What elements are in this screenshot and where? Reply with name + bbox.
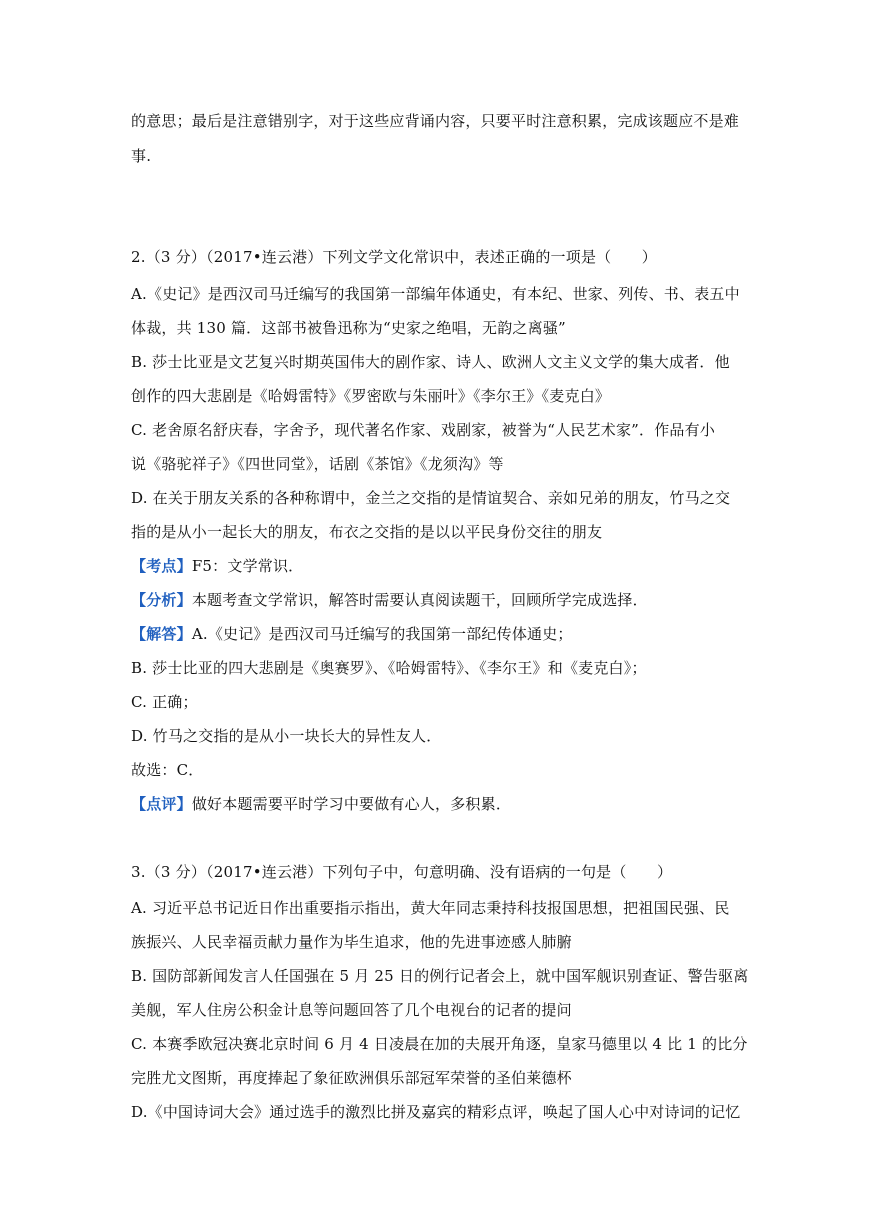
question-2-option-a-line-1: A.《史记》是西汉司马迁编写的我国第一部编年体通史，有本纪、世家、列传、书、表五中 — [131, 285, 740, 303]
jieda-line — [131, 624, 573, 644]
question-3-option-d-line-1: D.《中国诗词大会》通过选手的激烈比拼及嘉宾的精彩点评，唤起了国人心中对诗词的记忆 — [131, 1103, 741, 1121]
question-3-option-b-line-1: B. 国防部新闻发言人任国强在 5 月 25 日的例行记者会上，就中国军舰识别查证、警告驱离 — [131, 967, 749, 985]
question-3-option-b-line-2: 美舰，军人住房公积金计息等问题回答了几个电视台的记者的提问 — [131, 1001, 572, 1019]
jieda-text: A.《史记》是西汉司马迁编写的我国第一部纪传体通史； — [191, 625, 573, 643]
question-3-option-a-line-1: A. 习近平总书记近日作出重要指示指出，黄大年同志秉持科技报国思想，把祖国民强、民 — [131, 899, 730, 917]
question-2-option-d-line-2: 指的是从小一起长大的朋友，布衣之交指的是以以平民身份交往的朋友 — [131, 523, 603, 541]
question-2-option-a-line-2: 体裁，共 130 篇．这部书被鲁迅称为“史家之绝唱，无韵之离骚” — [131, 319, 566, 337]
question-3-stem: 3.（3 分）（2017•连云港）下列句子中，句意明确、没有语病的一句是（ ） — [131, 863, 673, 881]
fenxi-text: 本题考查文学常识，解答时需要认真阅读题干，回顾所学完成选择． — [191, 591, 648, 609]
dianping-tag: 【点评】 — [131, 795, 192, 813]
question-2-stem: 2.（3 分）（2017•连云港）下列文学文化常识中，表述正确的一项是（ ） — [131, 248, 657, 266]
question-3-option-c-line-2: 完胜尤文图斯，再度捧起了象征欧洲俱乐部冠军荣誉的圣伯莱德杯 — [131, 1069, 572, 1087]
jieda-b-line: B. 莎士比亚的四大悲剧是《奥赛罗》、《哈姆雷特》、《李尔王》和《麦克白》； — [131, 659, 647, 677]
question-3-option-a-line-2: 族振兴、人民幸福贡献力量作为毕生追求，他的先进事迹感人肺腑 — [131, 933, 572, 951]
question-2-option-d-line-1: D. 在关于朋友关系的各种称谓中，金兰之交指的是情谊契合、亲如兄弟的朋友，竹马之交 — [131, 489, 731, 507]
question-3-option-c-line-1: C. 本赛季欧冠决赛北京时间 6 月 4 日凌晨在加的夫展开角逐，皇家马德里以 4 比 1 的比分 — [131, 1035, 748, 1053]
intro-line-2: 事. — [131, 147, 152, 165]
question-2-option-c-line-2: 说《骆驼祥子》《四世同堂》，话剧《茶馆》《龙须沟》等 — [131, 455, 504, 473]
intro-line-1: 的意思；最后是注意错别字，对于这些应背诵内容，只要平时注意积累，完成该题应不是难 — [131, 112, 740, 130]
question-2-option-b-line-1: B. 莎士比亚是文艺复兴时期英国伟大的剧作家、诗人、欧洲人文主义文学的集大成者．他 — [131, 353, 730, 371]
jieda-c-line: C. 正确； — [131, 693, 198, 711]
kaodian-tag: 【考点】 — [131, 557, 192, 575]
answer-line: 故选：C． — [131, 761, 204, 779]
fenxi-tag: 【分析】 — [131, 591, 192, 609]
kaodian-line — [131, 556, 303, 576]
fenxi-line — [131, 590, 648, 610]
question-2-option-b-line-2: 创作的四大悲剧是《哈姆雷特》《罗密欧与朱丽叶》《李尔王》《麦克白》 — [131, 387, 611, 405]
jieda-tag: 【解答】 — [131, 625, 192, 643]
jieda-d-line: D. 竹马之交指的是从小一块长大的异性友人． — [131, 727, 442, 745]
dianping-line — [131, 794, 511, 814]
dianping-text: 做好本题需要平时学习中要做有心人，多积累． — [191, 795, 512, 813]
kaodian-text: F5：文学常识． — [191, 557, 304, 575]
question-2-option-c-line-1: C. 老舍原名舒庆春，字舍予，现代著名作家、戏剧家，被誉为“人民艺术家”．作品有小 — [131, 421, 716, 439]
